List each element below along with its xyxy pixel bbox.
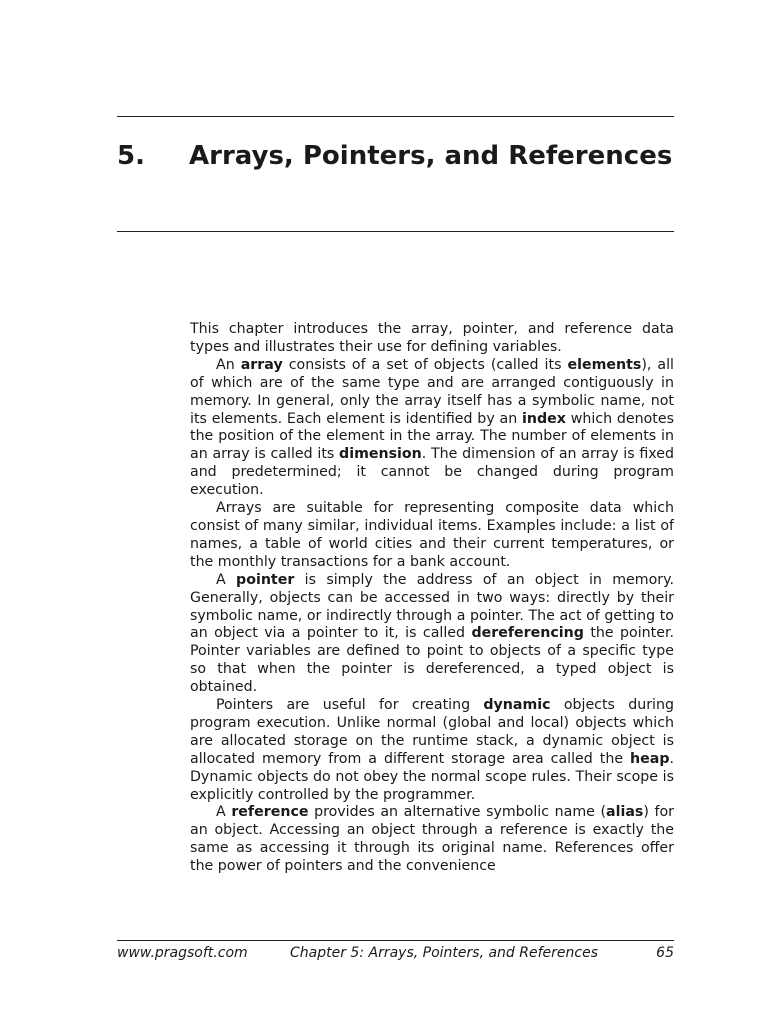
text-run: Pointers are useful for creating [216,697,484,714]
term-dynamic: dynamic [483,697,551,714]
term-index: index [522,410,566,427]
footer-chapter-title: Chapter 5: Arrays, Pointers, and References [290,945,598,961]
text-run: ) for an object. Accessing an object through a reference is exactly the same as accessing it through its original name. References offer the power of pointers and the convenience [190,804,674,875]
text-run: which denotes the position of the element in the array. The number of elements in an array is called its [190,410,674,463]
text-run: the pointer. Pointer variables are defined to point to objects of a specific type so that when the pointer is dereferenced, a typed object is obtained. [190,625,674,696]
term-dimension: dimension [339,446,422,463]
chapter-title: Arrays, Pointers, and References [189,141,673,171]
paragraph-pointer [190,572,674,697]
term-dereferencing: dereferencing [471,625,584,642]
text-run: objects during program execution. Unlike normal (global and local) objects which are allocated storage on the runtime stack, a dynamic object is allocated memory from a different storage area called the [190,697,674,767]
page-footer [117,940,674,961]
paragraph-array [190,357,674,500]
text-run: ), all of which are of the same type and are arranged contiguously in memory. In general, only the array itself has a symbolic name, not its elements. Each element is identified by an [190,356,674,427]
term-heap: heap [630,750,670,767]
page-number: 65 [656,945,674,961]
text-run: provides an alternative symbolic name ( [308,804,607,821]
term-reference: reference [231,804,309,821]
chapter-heading [117,138,677,175]
text-run: A [216,804,232,821]
term-alias: alias [606,804,644,821]
text-run: consists of a set of objects (called its [282,356,568,373]
paragraph-intro: This chapter introduces the array, pointer, and reference data types and illustrates their use for defining variables. [190,321,674,355]
chapter-number: 5. [117,141,145,171]
text-run: An [216,356,241,373]
text-run: . Dynamic objects do not obey the normal scope rules. Their scope is explicitly controlled by the programmer. [190,750,674,803]
paragraph-arrays-usage: Arrays are suitable for representing composite data which consist of many similar, individual items. Examples include: a list of names, a table of world cities and their current temperatures, or the monthly transactions for a bank account. [190,500,674,570]
text-run: is simply the address of an object in memory. Generally, objects can be accessed in two ways: directly by their symbolic name, or indirectly through a pointer. The act of getting to an object via a pointer to it, is called [190,571,674,642]
chapter-body [190,321,674,941]
term-pointer: pointer [236,571,295,588]
title-bottom-rule [117,231,674,232]
term-elements: elements [567,356,642,373]
text-run: . The dimension of an array is fixed and predetermined; it cannot be changed during program execution. [190,446,674,499]
paragraph-reference [190,804,674,876]
title-top-rule [117,116,674,117]
term-array: array [240,356,283,373]
footer-website: www.pragsoft.com [117,945,248,961]
paragraph-dynamic [190,697,674,804]
text-run: A [216,571,237,588]
